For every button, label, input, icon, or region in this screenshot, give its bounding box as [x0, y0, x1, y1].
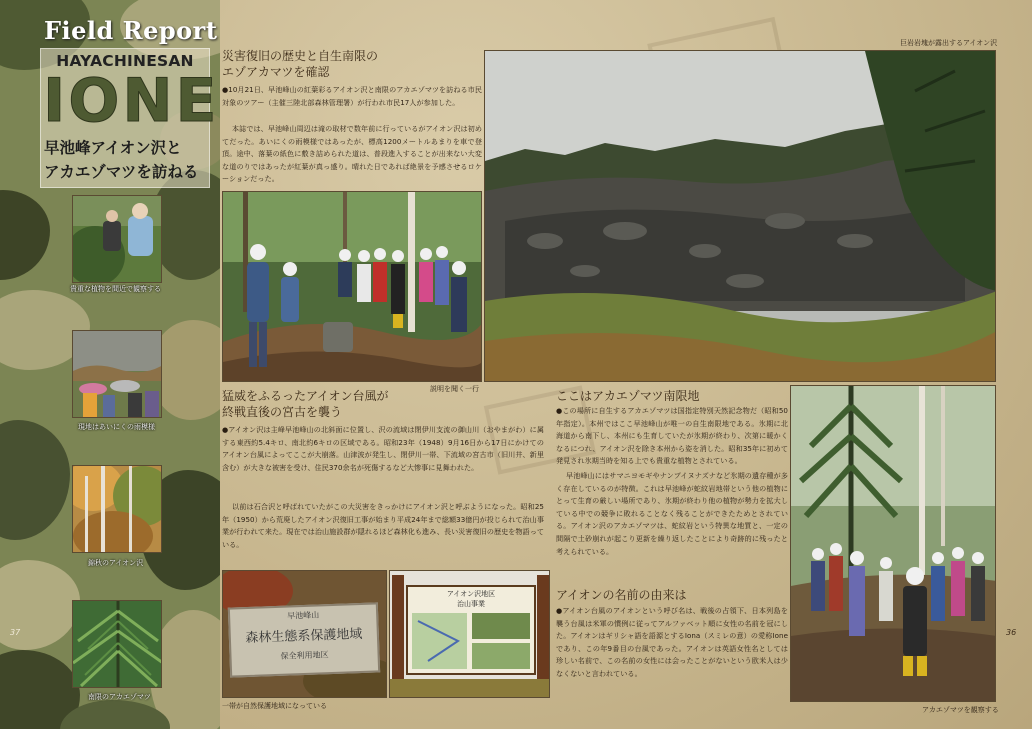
- article3-paragraph1: ●この場所に自生するアカエゾマツは国指定特別天然記念物だ（昭和50年指定）。本州ではここ早池峰山が唯一の自生南限地である。氷期に北海道から南下し、本州にも生育していたが氷期が終わり、次第に暖かくなるにつれ、アイオン沢を除き本州から姿を消した。昭和35年に初めて発見され氷期当時を知る上でも貴重な植物とされている。: [556, 406, 788, 466]
- article1-photo-caption: 説明を聞く一行: [430, 385, 479, 393]
- thumbnail-plant-observation: [72, 195, 162, 283]
- thumbnail-caption-3: 錦秋のアイオン沢: [88, 559, 144, 567]
- sign2-line1: アイオン沢地区: [446, 590, 496, 598]
- sign2-line2: 治山事業: [457, 600, 485, 608]
- article1-paragraph1: ●10月21日、早池峰山の紅葉彩るアイオン沢と南限のアカエゾマツを訪ねる市民対象のツアー（主催三陸北部森林管理署）が行われ市民17人が参加した。: [222, 85, 482, 107]
- thumbnail-caption-2: 現地はあいにくの雨模様: [78, 423, 155, 431]
- sign1-line2: 森林生態系保護地域: [245, 626, 363, 647]
- wooden-sign: [228, 602, 380, 677]
- main-title: IONE: [43, 66, 220, 136]
- article2-paragraph1: ●アイオン沢は主峰早池峰山の北斜面に位置し、沢の流域は閉伊川支流の御山川（おやまがわ）に属する東西約5.4キロ、南北約6キロの区域である。昭和23年（1948）9月16日から17日にかけてのアイオン台風によってここが大崩落。山津波が発生し、閉伊川一帯、下流域の宮古市（旧川井、新里含む）が大きな被害を受け、住民370余名が死傷するなど大惨事に見舞われた。: [222, 425, 544, 472]
- group-listening-photo: [222, 191, 482, 382]
- article1-paragraph2: 本誌では、早池峰山周辺は滝の取材で数年前に行っているがアイオン沢は初めてだった。あいにくの雨模様ではあったが、標高1200メートルあまりを車で登頂。途中、落葉の紙色に敷き詰められた道は、普段進入することが出来ない大変な道のりではあったが紅葉が真っ盛り。晴れた日であれば絶景を予感させるロケーションだった。: [222, 124, 482, 184]
- thumbnail-akaezomatsu: [72, 600, 162, 688]
- article1-heading-line2: エゾアカマツを確認: [222, 65, 330, 79]
- rock-slope-photo: [484, 50, 996, 382]
- field-report-label: Field Report: [44, 16, 218, 45]
- article3-photo-caption: アカエゾマツを観察する: [922, 706, 999, 714]
- page-number-left: 37: [10, 628, 21, 637]
- article3-heading1: ここはアカエゾマツ南限地: [556, 389, 700, 403]
- series-name: HAYACHINESAN: [56, 52, 194, 70]
- article2-heading-line2: 終戦直後の宮古を襲う: [222, 405, 343, 419]
- sign1-line1: 早池峰山: [286, 610, 320, 621]
- project-signboard: [406, 585, 536, 675]
- protection-area-sign-photo: [222, 570, 387, 698]
- thumbnail-rainy-site: [72, 330, 162, 418]
- article2-photo-caption: 一帯が自然保護地域になっている: [222, 702, 327, 710]
- article3-heading2: アイオンの名前の由来は: [556, 588, 687, 602]
- article2-heading-line1: 猛威をふるったアイオン台風が: [222, 389, 389, 403]
- article3-paragraph2: 早池峰山にはサマニヨモギやナンブイヌナズナなど氷期の遺存種が多く存在しているのが特徴。これは早池峰が蛇紋岩地帯という他の植物にとって生育の厳しい場所であり、氷期が終わり他の植物が勢力を拡大している中での競争に敗れることなく残ることができたためとされている。アイオン沢のアカエゾマツは、蛇紋岩という特異な地質と、一定の間隔で土砂崩れが起こり更新を繰り返したことにより奇跡的に残ったと考えられている。: [556, 471, 788, 556]
- subtitle-line2: アカエゾマツを訪ねる: [44, 163, 199, 181]
- subtitle-line1: 早池峰アイオン沢と: [44, 139, 182, 157]
- article2-paragraph2: 以前は石合沢と呼ばれていたがこの大災害をきっかけにアイオン沢と呼ぶようになった。昭和25年（1950）から荒廃したアイオン沢復旧工事が始まり平成24年まで総額33億円が投じられて治山事業が行われて来た。現在では治山施設群が隠れるほど森林化も進み、長い災害復旧の歴史を物語っている。: [222, 502, 544, 549]
- page-number-right: 36: [1006, 628, 1017, 637]
- thumbnail-caption-1: 貴重な植物を間近で観察する: [70, 285, 161, 293]
- observing-akaezomatsu-photo: [790, 385, 996, 702]
- chisan-project-sign-photo: [389, 570, 550, 698]
- article3-paragraph3: ●アイオン台風のアイオンという呼び名は、戦後の占領下、日本列島を襲う台風は米軍の慣例に従ってアルファベット順に女性の名前を冠にした。アイオンはギリシャ語を語源とするIona（スミレの意）の愛称Ioneであり、この年9番目の台風であった。アイオンは英語女性名としては珍しい名前で、この名前の女性には会ったことがないという欧米人は少なくないと言われている。: [556, 606, 788, 678]
- thumbnail-caption-4: 南限のアカエゾマツ: [88, 693, 151, 701]
- thumbnail-autumn-forest: [72, 465, 162, 553]
- sign1-line3: 保全利用地区: [280, 650, 329, 661]
- large-photo-caption: 巨岩岩塊が露出するアイオン沢: [900, 39, 998, 47]
- article1-heading-line1: 災害復旧の歴史と自生南限の: [222, 49, 379, 63]
